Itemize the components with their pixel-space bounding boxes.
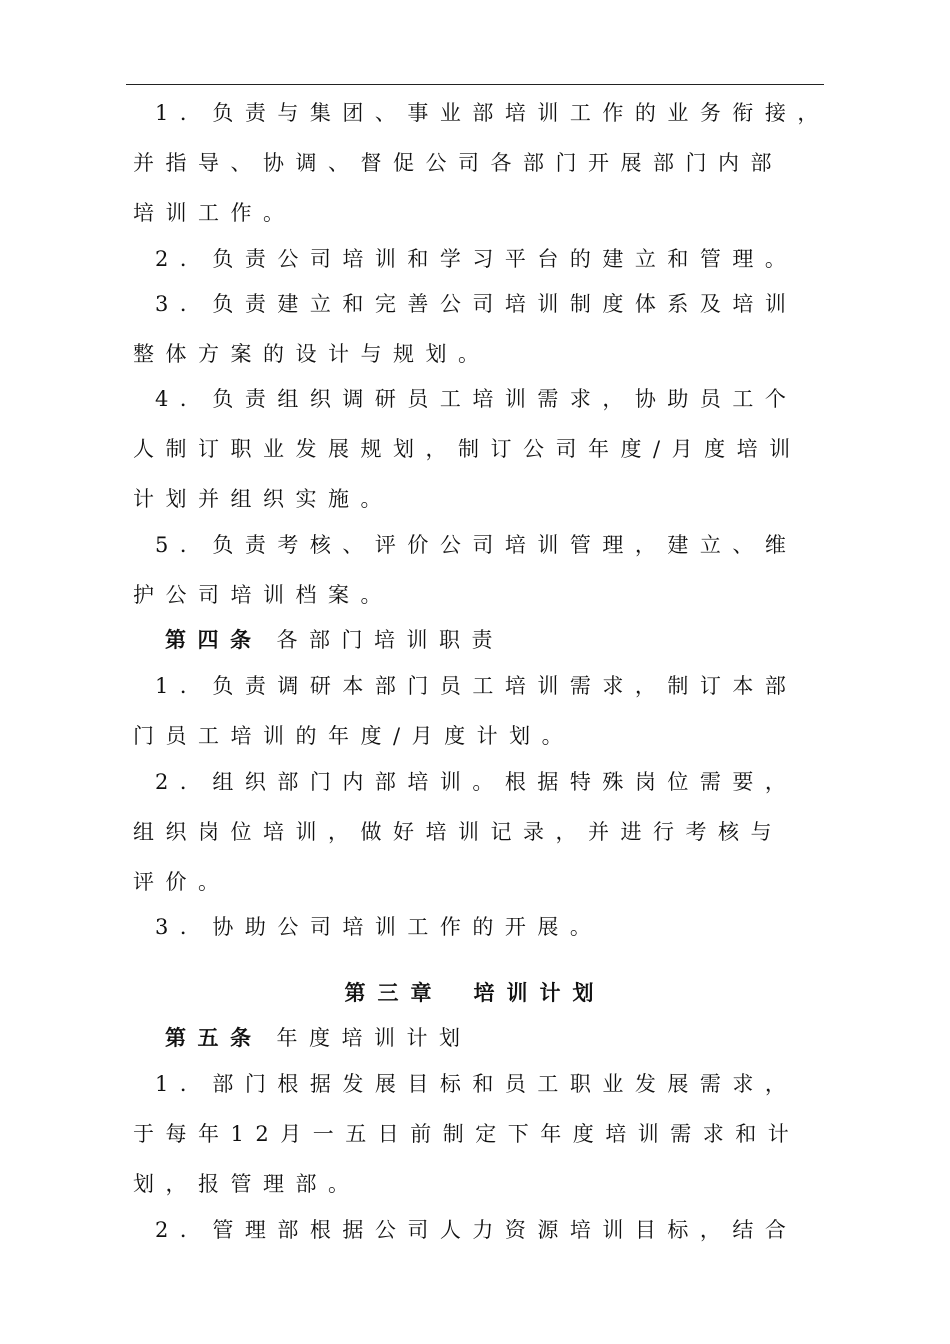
paragraph-line: 5．负责考核、评价公司培训管理，建立、维	[155, 533, 798, 557]
paragraph-line: 并指导、协调、督促公司各部门开展部门内部	[133, 151, 783, 175]
chapter-heading	[0, 978, 950, 1008]
paragraph-line: 1．负责与集团、事业部培训工作的业务衔接，	[155, 101, 830, 125]
paragraph-line: 门员工培训的年度/月度计划。	[133, 724, 575, 748]
article-heading	[165, 625, 855, 655]
paragraph-line: 护公司培训档案。	[133, 583, 393, 607]
paragraph-line: 1．部门根据发展目标和员工职业发展需求，	[155, 1072, 798, 1096]
paragraph-line: 4．负责组织调研员工培训需求，协助员工个	[155, 387, 798, 411]
paragraph-line: 2．组织部门内部培训。根据特殊岗位需要，	[155, 770, 798, 794]
chapter-title: 培训计划	[473, 980, 606, 1005]
article-title: 年度培训计划	[276, 1026, 472, 1050]
header-rule	[126, 84, 824, 85]
chapter-label: 第三章	[344, 980, 444, 1005]
article-label: 第五条	[165, 1025, 263, 1050]
paragraph-line: 2．负责公司培训和学习平台的建立和管理。	[155, 247, 798, 271]
paragraph-line: 于每年12月一五日前制定下年度培训需求和计	[133, 1122, 801, 1146]
article-label: 第四条	[165, 627, 263, 652]
paragraph-line: 计划并组织实施。	[133, 487, 393, 511]
paragraph-line: 培训工作。	[133, 201, 296, 225]
paragraph-line: 3．负责建立和完善公司培训制度体系及培训	[155, 292, 798, 316]
paragraph-line: 3．协助公司培训工作的开展。	[155, 915, 603, 939]
article-title: 各部门培训职责	[276, 628, 504, 652]
article-heading	[165, 1023, 855, 1053]
paragraph-line: 人制订职业发展规划，制订公司年度/月度培训	[133, 437, 802, 461]
paragraph-line: 评价。	[133, 870, 231, 894]
paragraph-line: 组织岗位培训，做好培训记录，并进行考核与	[133, 820, 783, 844]
paragraph-line: 2．管理部根据公司人力资源培训目标，结合	[155, 1218, 798, 1242]
paragraph-line: 整体方案的设计与规划。	[133, 342, 491, 366]
paragraph-line: 划，报管理部。	[133, 1172, 361, 1196]
paragraph-line: 1．负责调研本部门员工培训需求，制订本部	[155, 674, 798, 698]
